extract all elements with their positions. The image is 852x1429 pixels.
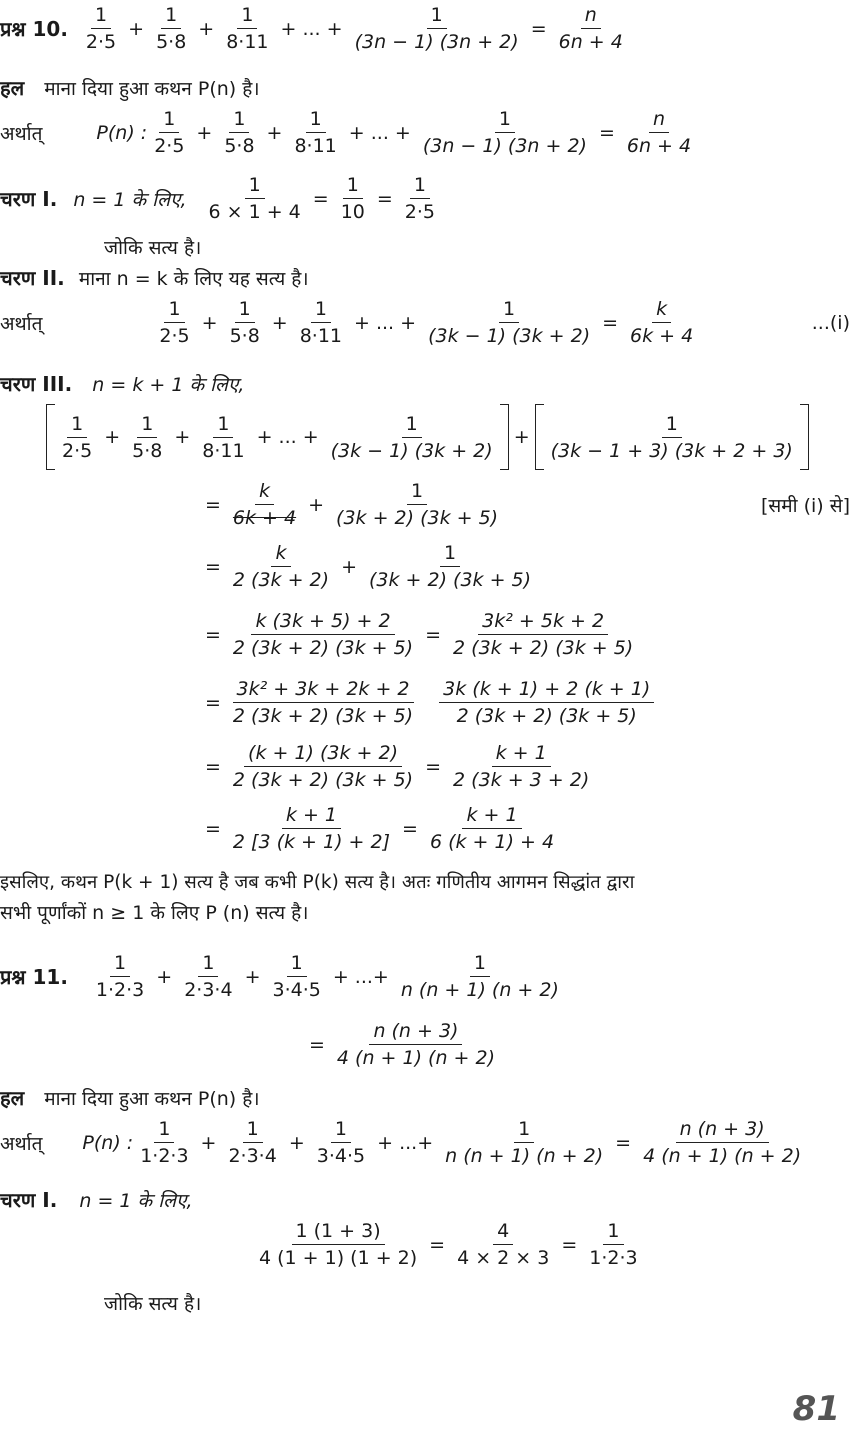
fraction: $\frac{k + 1}{2 [3 (k + 1) + 2]}$ bbox=[232, 804, 391, 853]
fraction: $\frac{1}{8\cdot 11}$ bbox=[294, 108, 337, 157]
fraction: $\frac{1}{(3n - 1) (3n + 2)}$ bbox=[422, 108, 587, 157]
step-condition: n = 1 के लिए, bbox=[73, 188, 187, 211]
fraction: $\frac{(k + 1) (3k + 2)}{2 (3k + 2) (3k + 5)}$ bbox=[232, 742, 414, 791]
step-label: चरण I. bbox=[0, 187, 58, 211]
fraction: $\frac{1}{8\cdot 11}$ bbox=[299, 298, 343, 347]
conclusion-line-2: सभी पूर्णांकों n ≥ 1 के लिए P (n) सत्य है। bbox=[0, 902, 309, 924]
question-label: प्रश्न 11. bbox=[0, 965, 68, 989]
fraction: $\frac{1}{(3k + 2) (3k + 5)}$ bbox=[368, 542, 532, 591]
arthat-label: अर्थात् bbox=[0, 1132, 43, 1155]
fraction: $\frac{1}{n (n + 1) (n + 2)}$ bbox=[400, 952, 559, 1001]
derivation-line-5: = $\frac{(k + 1) (3k + 2)}{2 (3k + 2) (3k + 5)}$ = $\frac{k + 1}{2 (3k + 3 + 2)}$ bbox=[200, 740, 596, 793]
fraction: 1 1·2·3 bbox=[95, 952, 145, 1001]
fraction: $\frac{\text{3k² + 5k + 2}}{2 (3k + 2) (3k + 5)}$ bbox=[453, 610, 634, 659]
fraction: $\frac{1}{5\cdot 8}$ bbox=[156, 4, 187, 53]
fraction: $\frac{k (3k + 5) + 2}{2 (3k + 2) (3k + 5)}$ bbox=[232, 610, 414, 659]
fraction: $\frac{1}{1\cdot 2\cdot 3}$ bbox=[589, 1220, 638, 1269]
hal-line bbox=[0, 74, 260, 101]
fraction: $\frac{1}{6 \times 1 + 4}$ bbox=[208, 174, 301, 223]
fraction: 3k (k + 1) + 2 (k + 1) 2 (3k + 2) (3k + 5) bbox=[439, 676, 654, 729]
derivation-line-3: = $\frac{k (3k + 5) + 2}{2 (3k + 2) (3k + 5)}$ = $\frac{\text{3k² + 5k + 2}}{2 (3k + 2) (3k + 5)}$ bbox=[200, 608, 640, 661]
page-number: 81 bbox=[792, 1389, 840, 1429]
derivation-line-2: = $\frac{k}{2 (3k + 2)}$ + $\frac{1}{(3k + 2) (3k + 5)}$ bbox=[200, 540, 538, 593]
arthat-label: अर्थात् bbox=[0, 122, 43, 145]
fraction: $\frac{k + 1}{2 (3k + 3 + 2)}$ bbox=[453, 742, 590, 791]
conclusion-paragraph bbox=[0, 868, 852, 928]
fraction: $\frac{k + 1}{6 (k + 1) + 4}$ bbox=[429, 804, 555, 853]
conclusion-line-1: इसलिए, कथन P(k + 1) सत्य है जब कभी P(k) सत्य है। अतः गणितीय आगमन सिद्धांत द्वारा bbox=[0, 872, 635, 893]
arthat-line: अर्थात् P(n) : 1 2·5 + $\frac{1}{5\cdot 8}$ + $\frac{1}{8\cdot 11}$ + ... + $\frac{1}{(3n - 1) (3n + 2)}$ = $\frac{n}{6n + 4}$ bbox=[0, 106, 698, 159]
q10-statement: प्रश्न 10. 1 2·5 + $\frac{1}{5\cdot 8}$ + $\frac{1}{8\cdot 11}$ + ... + $\frac{1}{(3n - 1) (3n + 2)}$ = $\frac{n}{6n + 4}$ bbox=[0, 2, 630, 55]
fraction: $\frac{k}{2 (3k + 2)}$ bbox=[232, 542, 330, 591]
ellipsis: + ... + bbox=[280, 17, 343, 40]
fraction: $\frac{1}{8\cdot 11}$ bbox=[202, 412, 245, 462]
right-bracket bbox=[500, 404, 509, 470]
derivation-line-1: = $\frac{k}{6k + 4}$ + $\frac{1}{(3k + 2) (3k + 5)}$ [समी (i) से] bbox=[205, 480, 850, 529]
fraction: 1 1·2·3 bbox=[140, 1118, 189, 1167]
fraction: $\frac{n}{6n + 4}$ bbox=[558, 4, 623, 53]
step2-line bbox=[0, 264, 309, 291]
fraction: $\frac{1}{(3n - 1) (3n + 2)}$ bbox=[354, 4, 519, 53]
fraction: 1 2·5 bbox=[154, 108, 185, 157]
right-bracket bbox=[800, 404, 809, 470]
pn-label: P(n) : bbox=[96, 121, 148, 144]
step-text: माना n = k के लिए यह सत्य है। bbox=[78, 268, 309, 290]
fraction: 1 2·5 bbox=[85, 4, 117, 53]
step-label: चरण II. bbox=[0, 266, 65, 290]
fraction: 1 2·5 bbox=[62, 412, 93, 462]
fraction: $\frac{1}{5\cdot 8}$ bbox=[132, 412, 163, 462]
fraction: $\frac{1}{2\cdot 5}$ bbox=[404, 174, 436, 223]
arthat3-line: अर्थात् P(n) : 1 1·2·3 + $\frac{1}{2\cdot 3\cdot 4}$ + $\frac{1}{3\cdot 4\cdot 5}$ + ...+ $\frac{1}{n (n + 1) (n + 2)}$ = $\frac{n (n + 3)}{4 (n + 1) (n + 2)}$ bbox=[0, 1116, 808, 1169]
step-condition: n = 1 के लिए, bbox=[79, 1190, 193, 1212]
hal-text: माना दिया हुआ कथन P(n) है। bbox=[44, 78, 260, 100]
fraction: $\frac{1}{5\cdot 8}$ bbox=[224, 108, 255, 157]
fraction: $\frac{1}{(3k - 1) (3k + 2)}$ bbox=[330, 412, 493, 462]
pn-label: P(n) : bbox=[82, 1131, 134, 1154]
hal-label: हल bbox=[0, 76, 25, 100]
q11-rhs: = $\frac{n (n + 3)}{4 (n + 1) (n + 2)}$ bbox=[304, 1018, 502, 1071]
fraction: 1 (3k − 1 + 3) (3k + 2 + 3) bbox=[550, 412, 793, 462]
fraction: $\frac{4}{4 \times 2 \times 3}$ bbox=[457, 1220, 550, 1269]
step-condition: n = k + 1 के लिए, bbox=[92, 374, 245, 396]
fraction: $\frac{n (n + 3)}{4 (n + 1) (n + 2)}$ bbox=[643, 1118, 802, 1167]
fraction: $\frac{k}{6k + 4}$ bbox=[232, 480, 297, 529]
truth-statement: जोकि सत्य है। bbox=[104, 237, 202, 259]
reference-note: [समी (i) से] bbox=[761, 494, 850, 517]
step1-line: चरण I. n = 1 के लिए, $\frac{1}{6 \times 1 + 4}$ = $\frac{1}{10}$ = $\frac{1}{2\cdot 5}$ bbox=[0, 172, 442, 225]
fraction: $\frac{1}{n (n + 1) (n + 2)}$ bbox=[445, 1118, 604, 1167]
step-label: चरण I. bbox=[0, 1188, 58, 1212]
fraction: 1 2·5 bbox=[159, 298, 190, 347]
fraction: $\frac{1}{(3k - 1) (3k + 2)}$ bbox=[428, 298, 591, 347]
step-label: चरण III. bbox=[0, 372, 73, 396]
fraction: $\frac{1}{10}$ bbox=[340, 174, 365, 223]
truth-statement: जोकि सत्य है। bbox=[104, 1293, 202, 1315]
step3-line bbox=[0, 370, 244, 397]
hal-text: माना दिया हुआ कथन P(n) है। bbox=[44, 1088, 260, 1110]
fraction: $\frac{1}{3\cdot 4\cdot 5}$ bbox=[272, 952, 321, 1001]
left-bracket bbox=[46, 404, 55, 470]
fraction: $\frac{n}{6n + 4}$ bbox=[626, 108, 692, 157]
arthat2-line: अर्थात् 1 2·5 + $\frac{1}{5\cdot 8}$ + $\frac{1}{8\cdot 11}$ + ... + $\frac{1}{(3k - 1) (3k + 2)}$ = $\frac{k}{6k + 4}$ ...(i) bbox=[0, 298, 850, 347]
fraction: $\frac{1}{(3k + 2) (3k + 5)}$ bbox=[336, 480, 499, 529]
fraction: $\frac{k}{6k + 4}$ bbox=[630, 298, 694, 347]
question-label: प्रश्न 10. bbox=[0, 17, 68, 41]
fraction: $\frac{n (n + 3)}{4 (n + 1) (n + 2)}$ bbox=[336, 1020, 495, 1069]
left-bracket bbox=[535, 404, 544, 470]
hal-line bbox=[0, 1084, 260, 1111]
fraction: $\frac{1 (1 + 3)}{4 (1 + 1) (1 + 2)}$ bbox=[259, 1220, 418, 1269]
derivation-line-6: = $\frac{k + 1}{2 [3 (k + 1) + 2]}$ = $\frac{k + 1}{6 (k + 1) + 4}$ bbox=[200, 802, 561, 855]
arthat-label: अर्थात् bbox=[0, 312, 43, 335]
hal-label: हल bbox=[0, 1086, 25, 1110]
derivation-line-4: = $\frac{\text{3k² + 3k + 2k + 2}}{2 (3k + 2) (3k + 5)}$ 3k (k + 1) + 2 (k + 1) 2 (3k + 2) (3k + 5) bbox=[200, 676, 657, 729]
step1b-line bbox=[0, 1186, 193, 1213]
fraction: $\frac{1}{3\cdot 4\cdot 5}$ bbox=[316, 1118, 366, 1167]
fraction: $\frac{1}{2\cdot 3\cdot 4}$ bbox=[184, 952, 233, 1001]
q11-statement: प्रश्न 11. 1 1·2·3 + $\frac{1}{2\cdot 3\cdot 4}$ + $\frac{1}{3\cdot 4\cdot 5}$ + ...+ $\frac{1}{n (n + 1) (n + 2)}$ bbox=[0, 950, 566, 1003]
bracket-expression: 1 2·5 + $\frac{1}{5\cdot 8}$ + $\frac{1}{8\cdot 11}$ + ... + $\frac{1}{(3k - 1) (3k + 2)}$ + 1 (3k − 1 + 3) (3k + 2 + 3) bbox=[46, 404, 809, 470]
fraction: $\frac{\text{3k² + 3k + 2k + 2}}{2 (3k + 2) (3k + 5)}$ bbox=[232, 678, 414, 727]
equation-tag: ...(i) bbox=[811, 311, 850, 334]
fraction: $\frac{1}{2\cdot 3\cdot 4}$ bbox=[228, 1118, 277, 1167]
fraction: $\frac{1}{5\cdot 8}$ bbox=[229, 298, 260, 347]
fraction: $\frac{1}{8\cdot 11}$ bbox=[226, 4, 269, 53]
step1b-computation: $\frac{1 (1 + 3)}{4 (1 + 1) (1 + 2)}$ = $\frac{4}{4 \times 2 \times 3}$ = $\frac{1}{1\cdot 2\cdot 3}$ bbox=[252, 1218, 645, 1271]
